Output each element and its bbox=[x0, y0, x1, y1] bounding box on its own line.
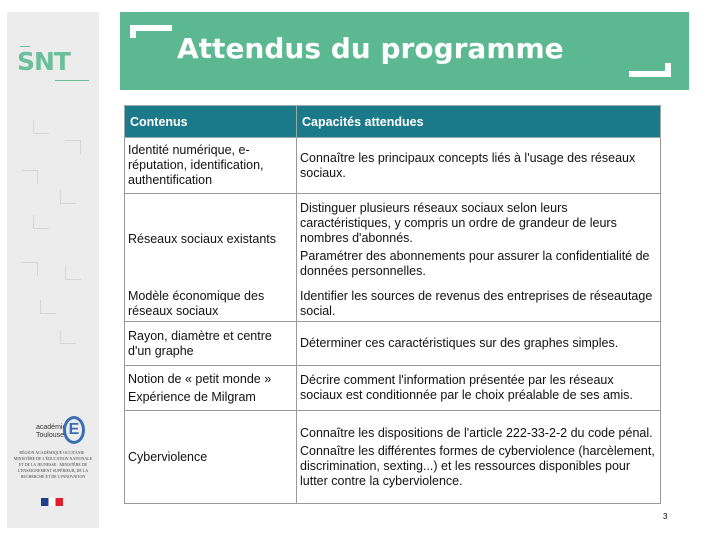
contenu-cell bbox=[125, 322, 297, 366]
table-row bbox=[125, 286, 661, 322]
table-row bbox=[125, 366, 661, 411]
cell-text: Connaître les dispositions de l'article 222-33-2-2 du code pénal. bbox=[300, 425, 653, 440]
cell-text: Connaître les différentes formes de cyberviolence (harcèlement, discrimination, sexting...) et les ressources disponibles pour lutter contre la cyberviolence. bbox=[300, 443, 655, 488]
contenu-cell bbox=[125, 366, 297, 411]
page-number: 3 bbox=[663, 512, 668, 521]
bracket-decoration bbox=[60, 330, 76, 344]
capacites-cell bbox=[297, 411, 661, 504]
cell-text: Décrire comment l'information présentée par les réseaux sociaux est conditionnée par le choix préalable de ses amis. bbox=[300, 373, 633, 402]
header-contenus: Contenus bbox=[125, 106, 297, 138]
contenu-cell bbox=[125, 286, 297, 322]
bracket-decoration bbox=[65, 140, 81, 154]
cell-text: Expérience de Milgram bbox=[128, 389, 256, 404]
logo-line bbox=[55, 80, 89, 81]
bracket-bottom-right bbox=[665, 63, 671, 77]
capacites-cell bbox=[297, 138, 661, 194]
academy-name: académie bbox=[36, 424, 67, 431]
bracket-decoration bbox=[40, 300, 56, 314]
cell-text: Paramétrer des abonnements pour assurer la confidentialité de données personnelles. bbox=[300, 248, 650, 278]
capacites-cell bbox=[297, 286, 661, 322]
table-row bbox=[125, 411, 661, 504]
cell-text: Réseaux sociaux existants bbox=[128, 232, 276, 246]
cell-text: Rayon, diamètre et centre d'un graphe bbox=[128, 328, 272, 358]
bracket-decoration bbox=[22, 262, 38, 276]
contenu-cell bbox=[125, 138, 297, 194]
academy-logo bbox=[36, 424, 66, 440]
bracket-decoration bbox=[65, 266, 81, 280]
bracket-decoration bbox=[33, 120, 49, 134]
program-table bbox=[124, 105, 661, 504]
logo-line bbox=[20, 46, 30, 47]
academy-e-icon: E bbox=[63, 416, 85, 444]
contenu-cell bbox=[125, 411, 297, 504]
page-title: Attendus du programme bbox=[177, 32, 564, 65]
cell-text: Modèle économique des réseaux sociaux bbox=[128, 288, 265, 318]
table-header bbox=[125, 106, 661, 138]
bracket-top-left bbox=[130, 25, 172, 31]
bracket-decoration bbox=[22, 170, 38, 184]
bracket-decoration bbox=[33, 215, 49, 229]
snt-logo: SNT bbox=[17, 47, 70, 76]
ministry-text: RÉGION ACADÉMIQUE OCCITANIE · MINISTÈRE DE L'ÉDUCATION NATIONALE ET DE LA JEUNESSE · MINISTÈRE DE L'ENSEIGNEMENT SUPÉRIEUR, DE LA RECHERCHE ET DE L'INNOVATION bbox=[13, 450, 93, 479]
cell-text: Déterminer ces caractéristiques sur des graphes simples. bbox=[300, 336, 619, 350]
cell-text: Distinguer plusieurs réseaux sociaux selon leurs caractéristiques, y compris un ordre de grandeur de leurs nombres d'abonnés. bbox=[300, 200, 617, 245]
table-row bbox=[125, 322, 661, 366]
cell-text: Identifier les sources de revenus des entreprises de réseautage social. bbox=[300, 288, 653, 318]
table-row bbox=[125, 194, 661, 286]
bracket-top-left bbox=[130, 25, 136, 38]
academy-city: Toulouse bbox=[36, 432, 65, 439]
cell-text: Notion de « petit monde » bbox=[128, 371, 272, 386]
bracket-decoration bbox=[60, 190, 76, 204]
capacites-cell bbox=[297, 366, 661, 411]
capacites-cell bbox=[297, 194, 661, 286]
contenu-cell bbox=[125, 194, 297, 286]
republic-flag-icon bbox=[41, 498, 63, 506]
table-row bbox=[125, 138, 661, 194]
cell-text: Cyberviolence bbox=[128, 449, 208, 464]
cell-text: Connaître les principaux concepts liés à l'usage des réseaux sociaux. bbox=[300, 150, 636, 180]
header-capacites: Capacités attendues bbox=[297, 106, 661, 138]
cell-text: Identité numérique, e-réputation, identification, authentification bbox=[128, 143, 264, 187]
capacites-cell bbox=[297, 322, 661, 366]
